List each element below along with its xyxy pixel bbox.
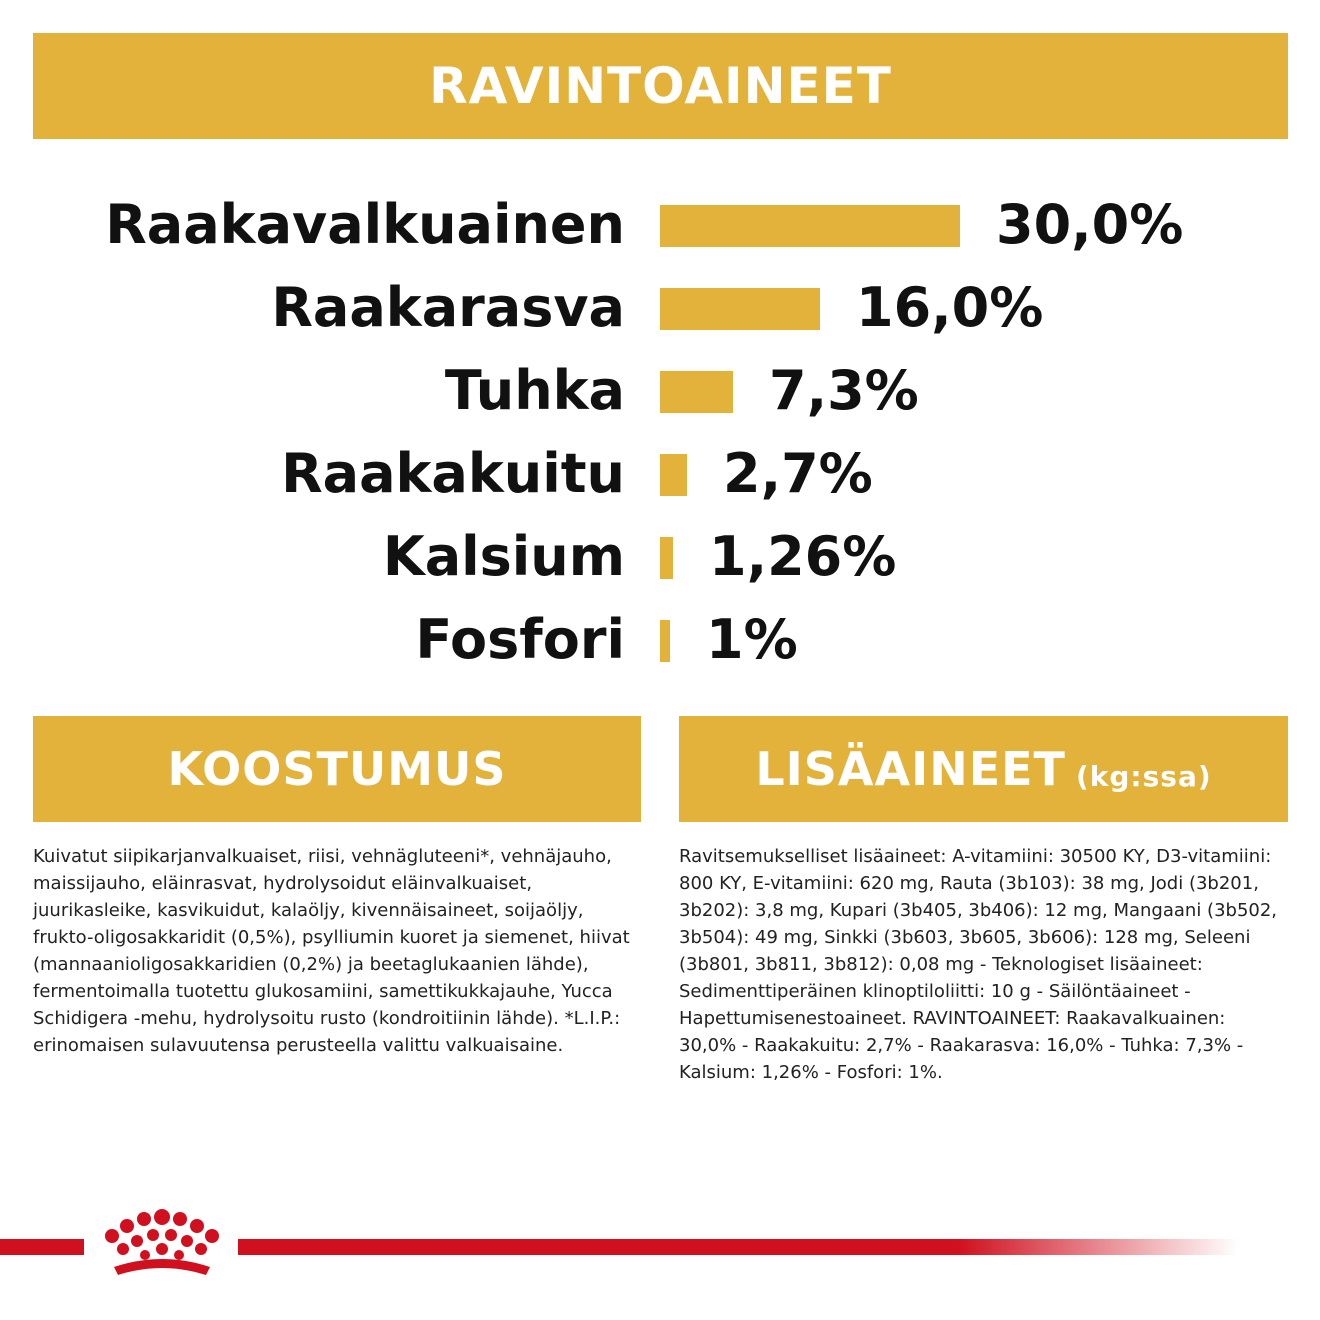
nutrient-label: Raakavalkuainen bbox=[105, 193, 625, 256]
nutrients-header bbox=[33, 33, 1288, 139]
additives-header-suffix: (kg:ssa) bbox=[1075, 759, 1212, 793]
footer-red-line-right bbox=[238, 1239, 1238, 1255]
composition-header-label: KOOSTUMUS bbox=[167, 742, 507, 796]
nutrient-value: 1% bbox=[706, 608, 798, 671]
footer-red-line-left bbox=[0, 1239, 84, 1255]
nutrient-bar bbox=[660, 371, 733, 413]
nutrient-value: 16,0% bbox=[856, 276, 1044, 339]
nutrient-bar bbox=[660, 537, 673, 579]
crown-icon bbox=[96, 1203, 228, 1285]
composition-text: Kuivatut siipikarjanvalkuaiset, riisi, vehnägluteeni*, vehnäjauho, maissijauho, eläinrasvat, hydrolysoidut eläinvalkuaiset, juurikasleike, kasvikuidut, kalaöljy, kivennäisaineet, soijaöljy, frukto-oligosakkaridit (0,5%), psylliumin kuoret ja siemenet, hiivat (mannaanioligosakkaridien (0,2%) ja beetaglukaanien lähde), fermentoimalla tuotettu glukosamiini, samettikukkajauhe, Yucca Schidigera -mehu, hydrolysoitu rusto (kondroitiinin lähde). *L.I.P.: erinomaisen sulavuutensa perusteella valittu valkuaisaine. bbox=[33, 846, 630, 1056]
nutrient-row bbox=[0, 356, 1320, 426]
nutrient-row bbox=[0, 439, 1320, 509]
nutrient-bar bbox=[660, 454, 687, 496]
nutrient-row bbox=[0, 190, 1320, 260]
nutrient-bar bbox=[660, 620, 670, 662]
nutrient-value: 7,3% bbox=[769, 359, 919, 422]
nutrient-value: 1,26% bbox=[709, 525, 897, 588]
nutrient-label: Tuhka bbox=[444, 359, 625, 422]
nutrient-label: Raakakuitu bbox=[281, 442, 625, 505]
additives-header bbox=[679, 716, 1288, 822]
composition-header bbox=[33, 716, 641, 822]
nutrient-row bbox=[0, 522, 1320, 592]
nutrient-bar bbox=[660, 205, 960, 247]
nutrient-label: Raakarasva bbox=[271, 276, 625, 339]
nutrient-row bbox=[0, 605, 1320, 675]
nutrient-row bbox=[0, 273, 1320, 343]
nutrient-label: Kalsium bbox=[382, 525, 625, 588]
additives-text: Ravitsemukselliset lisäaineet: A-vitamiini: 30500 KY, D3-vitamiini: 800 KY, E-vitamiini: 620 mg, Rauta (3b103): 38 mg, Jodi (3b201, 3b202): 3,8 mg, Kupari (3b405, 3b406): 12 mg, Mangaani (3b502, 3b504): 49 mg, Sinkki (3b603, 3b605, 3b606): 128 mg, Seleeni (3b801, 3b811, 3b812): 0,08 mg - Teknologiset lisäaineet: Sedimenttiperäinen klinoptiloliitti: 10 g - Säilöntäaineet - Hapettumisenestoaineet. RAVINTOAINEET: Raakavalkuainen: 30,0% - Raakakuitu: 2,7% - Raakarasva: 16,0% - Tuhka: 7,3% - Kalsium: 1,26% - Fosfori: 1%. bbox=[679, 846, 1278, 1083]
nutrients-header-label: RAVINTOAINEET bbox=[429, 57, 892, 115]
additives-header-label: LISÄAINEET bbox=[755, 742, 1066, 796]
nutrient-value: 30,0% bbox=[996, 193, 1184, 256]
nutrient-label: Fosfori bbox=[415, 608, 625, 671]
nutrient-value: 2,7% bbox=[723, 442, 873, 505]
nutrient-bar bbox=[660, 288, 820, 330]
